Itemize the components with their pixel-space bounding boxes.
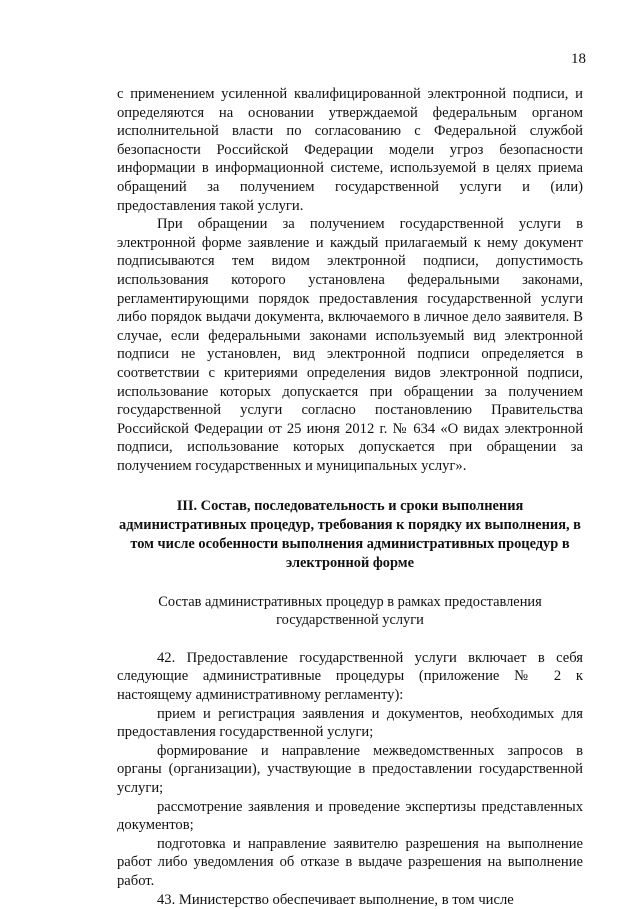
paragraph-electronic-signature: При обращении за получением государственной услуги в электронной форме заявление и каждый прилагаемый к нему документ подписываются тем видом электронной подписи, допустимость использования которого установлена федеральными законами, регламентирующими порядок предоставления государственной услуги либо порядок выдачи документа, включаемого в личное дело заявителя. В случае, если федеральными законами используемый вид электронной подписи не установлен, вид электронной подписи определяется в соответствии с критериями определения видов электронной подписи, использование которых допускается при обращении за получением государственной услуги согласно постановлению Правительства Российской Федерации от 25 июня 2012 г. № 634 «О видах электронной подписи, использование которых допускается при обращении за получением государственных и муниципальных услуг». — [117, 216, 583, 474]
list-item-review: рассмотрение заявления и проведение экспертизы представленных документов; — [117, 798, 583, 834]
document-body — [117, 85, 583, 909]
subsection-heading: Состав административных процедур в рамках предоставления государственной услуги — [158, 593, 542, 629]
paragraph-43: 43. Министерство обеспечивает выполнение, в том числе — [157, 891, 514, 908]
paragraph-42: 42. Предоставление государственной услуги включает в себя следующие административные процедуры (приложение № 2 к настоящему административному регламенту): — [117, 649, 583, 704]
section-heading: III. Состав, последовательность и сроки выполнения административных процедур, требования к порядку их выполнения, в том числе особенности выполнения административных процедур в электронной форме — [119, 498, 581, 571]
list-item-permit: подготовка и направление заявителю разрешения на выполнение работ либо уведомления об отказе в выдаче разрешения на выполнение работ. — [117, 835, 583, 889]
list-item-interagency-requests: формирование и направление межведомственных запросов в органы (организации), участвующие в предоставлении государственной услуги; — [117, 742, 583, 796]
paragraph-continuation: с применением усиленной квалифицированной электронной подписи, и определяются на основании утверждаемой федеральным органом исполнительной власти по согласованию с Федеральной службой безопасности Российской Федерации модели угроз безопасности информации в информационной системе, используемой в целях приема обращений за получением государственной услуги и (или) предоставления такой услуги. — [117, 86, 583, 214]
list-item-reception: прием и регистрация заявления и документов, необходимых для предоставления государственной услуги; — [117, 705, 583, 741]
page-number: 18 — [571, 51, 586, 67]
